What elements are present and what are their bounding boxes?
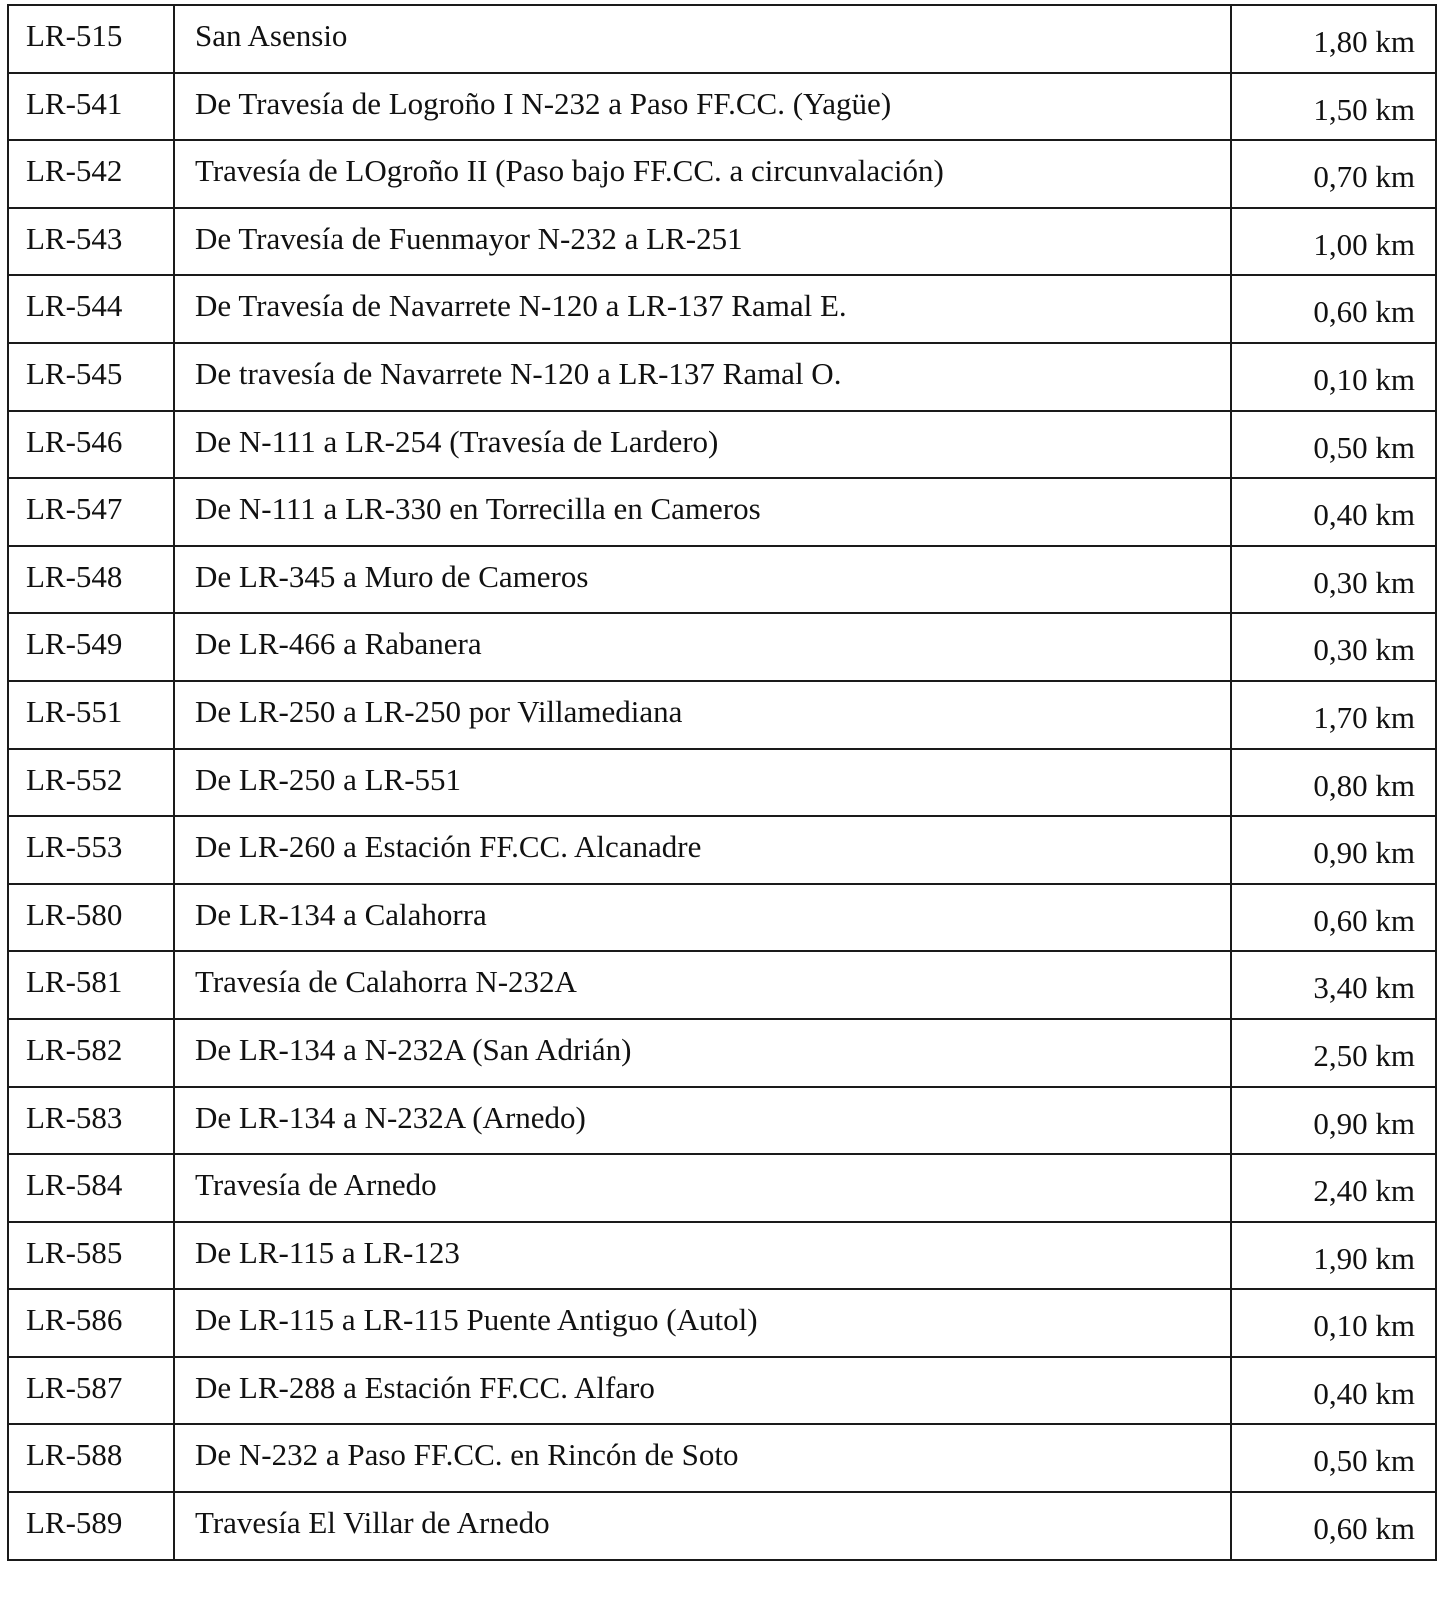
road-description-cell: De N-111 a LR-330 en Torrecilla en Cameros [174,478,1231,546]
table-row [8,884,1436,952]
road-table-body [8,5,1436,1560]
road-length-cell: 1,00 km [1231,208,1436,276]
road-description-cell: De LR-134 a Calahorra [174,884,1231,952]
road-code-cell: LR-581 [8,951,174,1019]
road-code-cell: LR-584 [8,1154,174,1222]
table-row [8,546,1436,614]
road-length-cell: 3,40 km [1231,951,1436,1019]
road-description-cell: De LR-466 a Rabanera [174,613,1231,681]
table-row [8,816,1436,884]
road-description-cell: De N-111 a LR-254 (Travesía de Lardero) [174,411,1231,479]
road-description-cell: Travesía de Arnedo [174,1154,1231,1222]
table-row [8,1492,1436,1560]
road-code-cell: LR-589 [8,1492,174,1560]
road-code-cell: LR-551 [8,681,174,749]
road-description-cell: De Travesía de Navarrete N-120 a LR-137 Ramal E. [174,275,1231,343]
road-length-cell: 0,40 km [1231,1357,1436,1425]
road-description-cell: De LR-134 a N-232A (San Adrián) [174,1019,1231,1087]
road-length-cell: 0,70 km [1231,140,1436,208]
road-description-cell: De LR-115 a LR-115 Puente Antiguo (Autol) [174,1289,1231,1357]
road-length-cell: 0,80 km [1231,749,1436,817]
road-description-cell: Travesía El Villar de Arnedo [174,1492,1231,1560]
road-length-cell: 2,40 km [1231,1154,1436,1222]
road-length-cell: 0,30 km [1231,613,1436,681]
road-description-cell: De LR-250 a LR-551 [174,749,1231,817]
road-length-cell: 0,90 km [1231,816,1436,884]
table-row [8,1357,1436,1425]
road-code-cell: LR-544 [8,275,174,343]
road-description-cell: De LR-288 a Estación FF.CC. Alfaro [174,1357,1231,1425]
road-length-cell: 0,50 km [1231,411,1436,479]
road-length-cell: 1,50 km [1231,73,1436,141]
table-row [8,1019,1436,1087]
road-code-cell: LR-586 [8,1289,174,1357]
table-row [8,1222,1436,1290]
road-code-cell: LR-548 [8,546,174,614]
road-length-cell: 0,60 km [1231,1492,1436,1560]
table-row [8,411,1436,479]
road-code-cell: LR-541 [8,73,174,141]
road-code-cell: LR-580 [8,884,174,952]
road-description-cell: De LR-115 a LR-123 [174,1222,1231,1290]
road-description-cell: De N-232 a Paso FF.CC. en Rincón de Soto [174,1424,1231,1492]
table-row [8,208,1436,276]
road-code-cell: LR-545 [8,343,174,411]
road-table [7,4,1437,1561]
road-length-cell: 0,50 km [1231,1424,1436,1492]
road-code-cell: LR-547 [8,478,174,546]
road-length-cell: 0,40 km [1231,478,1436,546]
road-description-cell: De LR-345 a Muro de Cameros [174,546,1231,614]
road-length-cell: 0,10 km [1231,1289,1436,1357]
table-row [8,681,1436,749]
road-description-cell: De LR-260 a Estación FF.CC. Alcanadre [174,816,1231,884]
road-code-cell: LR-583 [8,1087,174,1155]
table-row [8,749,1436,817]
road-length-cell: 0,30 km [1231,546,1436,614]
table-row [8,275,1436,343]
table-row [8,951,1436,1019]
road-length-cell: 0,60 km [1231,275,1436,343]
table-row [8,140,1436,208]
road-description-cell: San Asensio [174,5,1231,73]
road-code-cell: LR-582 [8,1019,174,1087]
table-row [8,1289,1436,1357]
road-code-cell: LR-542 [8,140,174,208]
road-description-cell: De LR-134 a N-232A (Arnedo) [174,1087,1231,1155]
road-length-cell: 2,50 km [1231,1019,1436,1087]
table-row [8,1087,1436,1155]
road-code-cell: LR-543 [8,208,174,276]
road-code-cell: LR-585 [8,1222,174,1290]
table-row [8,5,1436,73]
road-code-cell: LR-553 [8,816,174,884]
road-code-cell: LR-549 [8,613,174,681]
table-row [8,1424,1436,1492]
road-length-cell: 1,70 km [1231,681,1436,749]
road-length-cell: 0,90 km [1231,1087,1436,1155]
road-length-cell: 1,80 km [1231,5,1436,73]
table-row [8,1154,1436,1222]
road-length-cell: 1,90 km [1231,1222,1436,1290]
road-length-cell: 0,60 km [1231,884,1436,952]
road-description-cell: De LR-250 a LR-250 por Villamediana [174,681,1231,749]
table-row [8,613,1436,681]
road-description-cell: Travesía de Calahorra N-232A [174,951,1231,1019]
table-row [8,478,1436,546]
table-row [8,343,1436,411]
road-code-cell: LR-552 [8,749,174,817]
road-code-cell: LR-515 [8,5,174,73]
road-description-cell: De Travesía de Logroño I N-232 a Paso FF.CC. (Yagüe) [174,73,1231,141]
road-code-cell: LR-588 [8,1424,174,1492]
road-code-cell: LR-546 [8,411,174,479]
road-code-cell: LR-587 [8,1357,174,1425]
road-length-cell: 0,10 km [1231,343,1436,411]
road-description-cell: Travesía de LOgroño II (Paso bajo FF.CC. a circunvalación) [174,140,1231,208]
road-description-cell: De travesía de Navarrete N-120 a LR-137 Ramal O. [174,343,1231,411]
table-row [8,73,1436,141]
road-description-cell: De Travesía de Fuenmayor N-232 a LR-251 [174,208,1231,276]
